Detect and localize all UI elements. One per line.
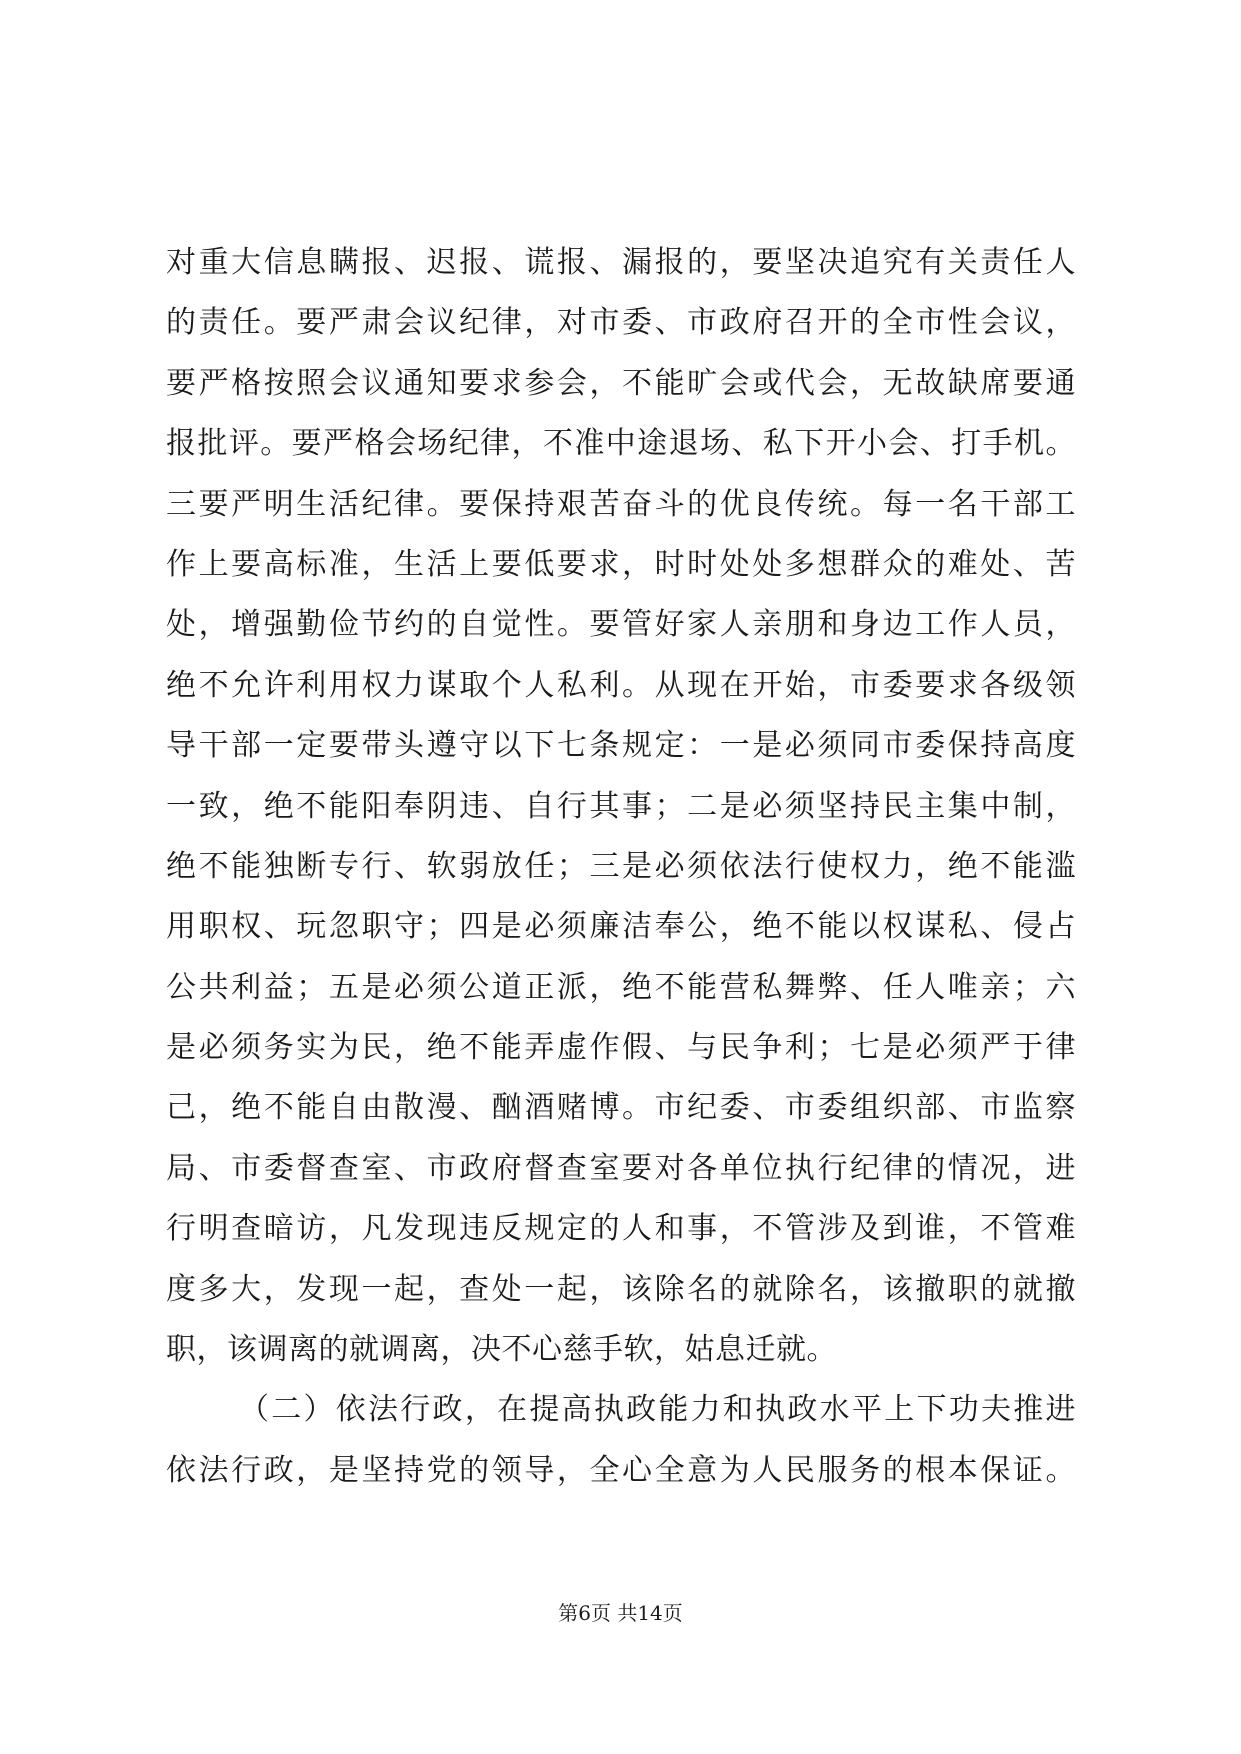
text-line: 行明查暗访，凡发现违反规定的人和事，不管涉及到谁，不管难 bbox=[166, 1211, 1076, 1247]
text-line: 用职权、玩忽职守；四是必须廉洁奉公，绝不能以权谋私、侵占 bbox=[166, 909, 1076, 945]
text-line: 公共利益；五是必须公道正派，绝不能营私舞弊、任人唯亲；六 bbox=[166, 969, 1076, 1005]
text-line: 处，增强勤俭节约的自觉性。要管好家人亲朋和身边工作人员， bbox=[166, 607, 1076, 643]
text-line: 局、市委督查室、市政府督查室要对各单位执行纪律的情况，进 bbox=[166, 1150, 1076, 1186]
text-line: 己，绝不能自由散漫、酗酒赌博。市纪委、市委组织部、市监察 bbox=[166, 1090, 1076, 1126]
text-line: 作上要高标准，生活上要低要求，时时处处多想群众的难处、苦 bbox=[166, 546, 1076, 582]
text-line: 三要严明生活纪律。要保持艰苦奋斗的优良传统。每一名干部工 bbox=[166, 486, 1076, 522]
page-number-footer: 第6页 共14页 bbox=[558, 1601, 683, 1625]
text-line: 依法行政，是坚持党的领导，全心全意为人民服务的根本保证。 bbox=[166, 1452, 1076, 1488]
text-line: 绝不能独断专行、软弱放任；三是必须依法行使权力，绝不能滥 bbox=[166, 848, 1076, 884]
text-line: 对重大信息瞒报、迟报、谎报、漏报的，要坚决追究有关责任人 bbox=[166, 245, 1076, 280]
text-line: 是必须务实为民，绝不能弄虚作假、与民争利；七是必须严于律 bbox=[166, 1030, 1076, 1066]
text-line: 报批评。要严格会场纪律，不准中途退场、私下开小会、打手机。 bbox=[166, 426, 1076, 462]
text-line: 一致，绝不能阳奉阴违、自行其事；二是必须坚持民主集中制， bbox=[166, 788, 1076, 824]
text-line: 职，该调离的就调离，决不心慈手软，姑息迁就。 bbox=[166, 1332, 837, 1368]
text-line: 绝不允许利用权力谋取个人私利。从现在开始，市委要求各级领 bbox=[166, 667, 1076, 703]
section-heading-line: （二）依法行政，在提高执政能力和执政水平上下功夫推进 bbox=[239, 1392, 1076, 1428]
text-line: 的责任。要严肃会议纪律，对市委、市政府召开的全市性会议， bbox=[166, 305, 1076, 341]
text-line: 要严格按照会议通知要求参会，不能旷会或代会，无故缺席要通 bbox=[166, 365, 1076, 401]
body-text bbox=[166, 233, 1076, 1501]
text-line: 导干部一定要带头遵守以下七条规定：一是必须同市委保持高度 bbox=[166, 728, 1076, 764]
text-line: 度多大，发现一起，查处一起，该除名的就除名，该撤职的就撤 bbox=[166, 1271, 1076, 1307]
